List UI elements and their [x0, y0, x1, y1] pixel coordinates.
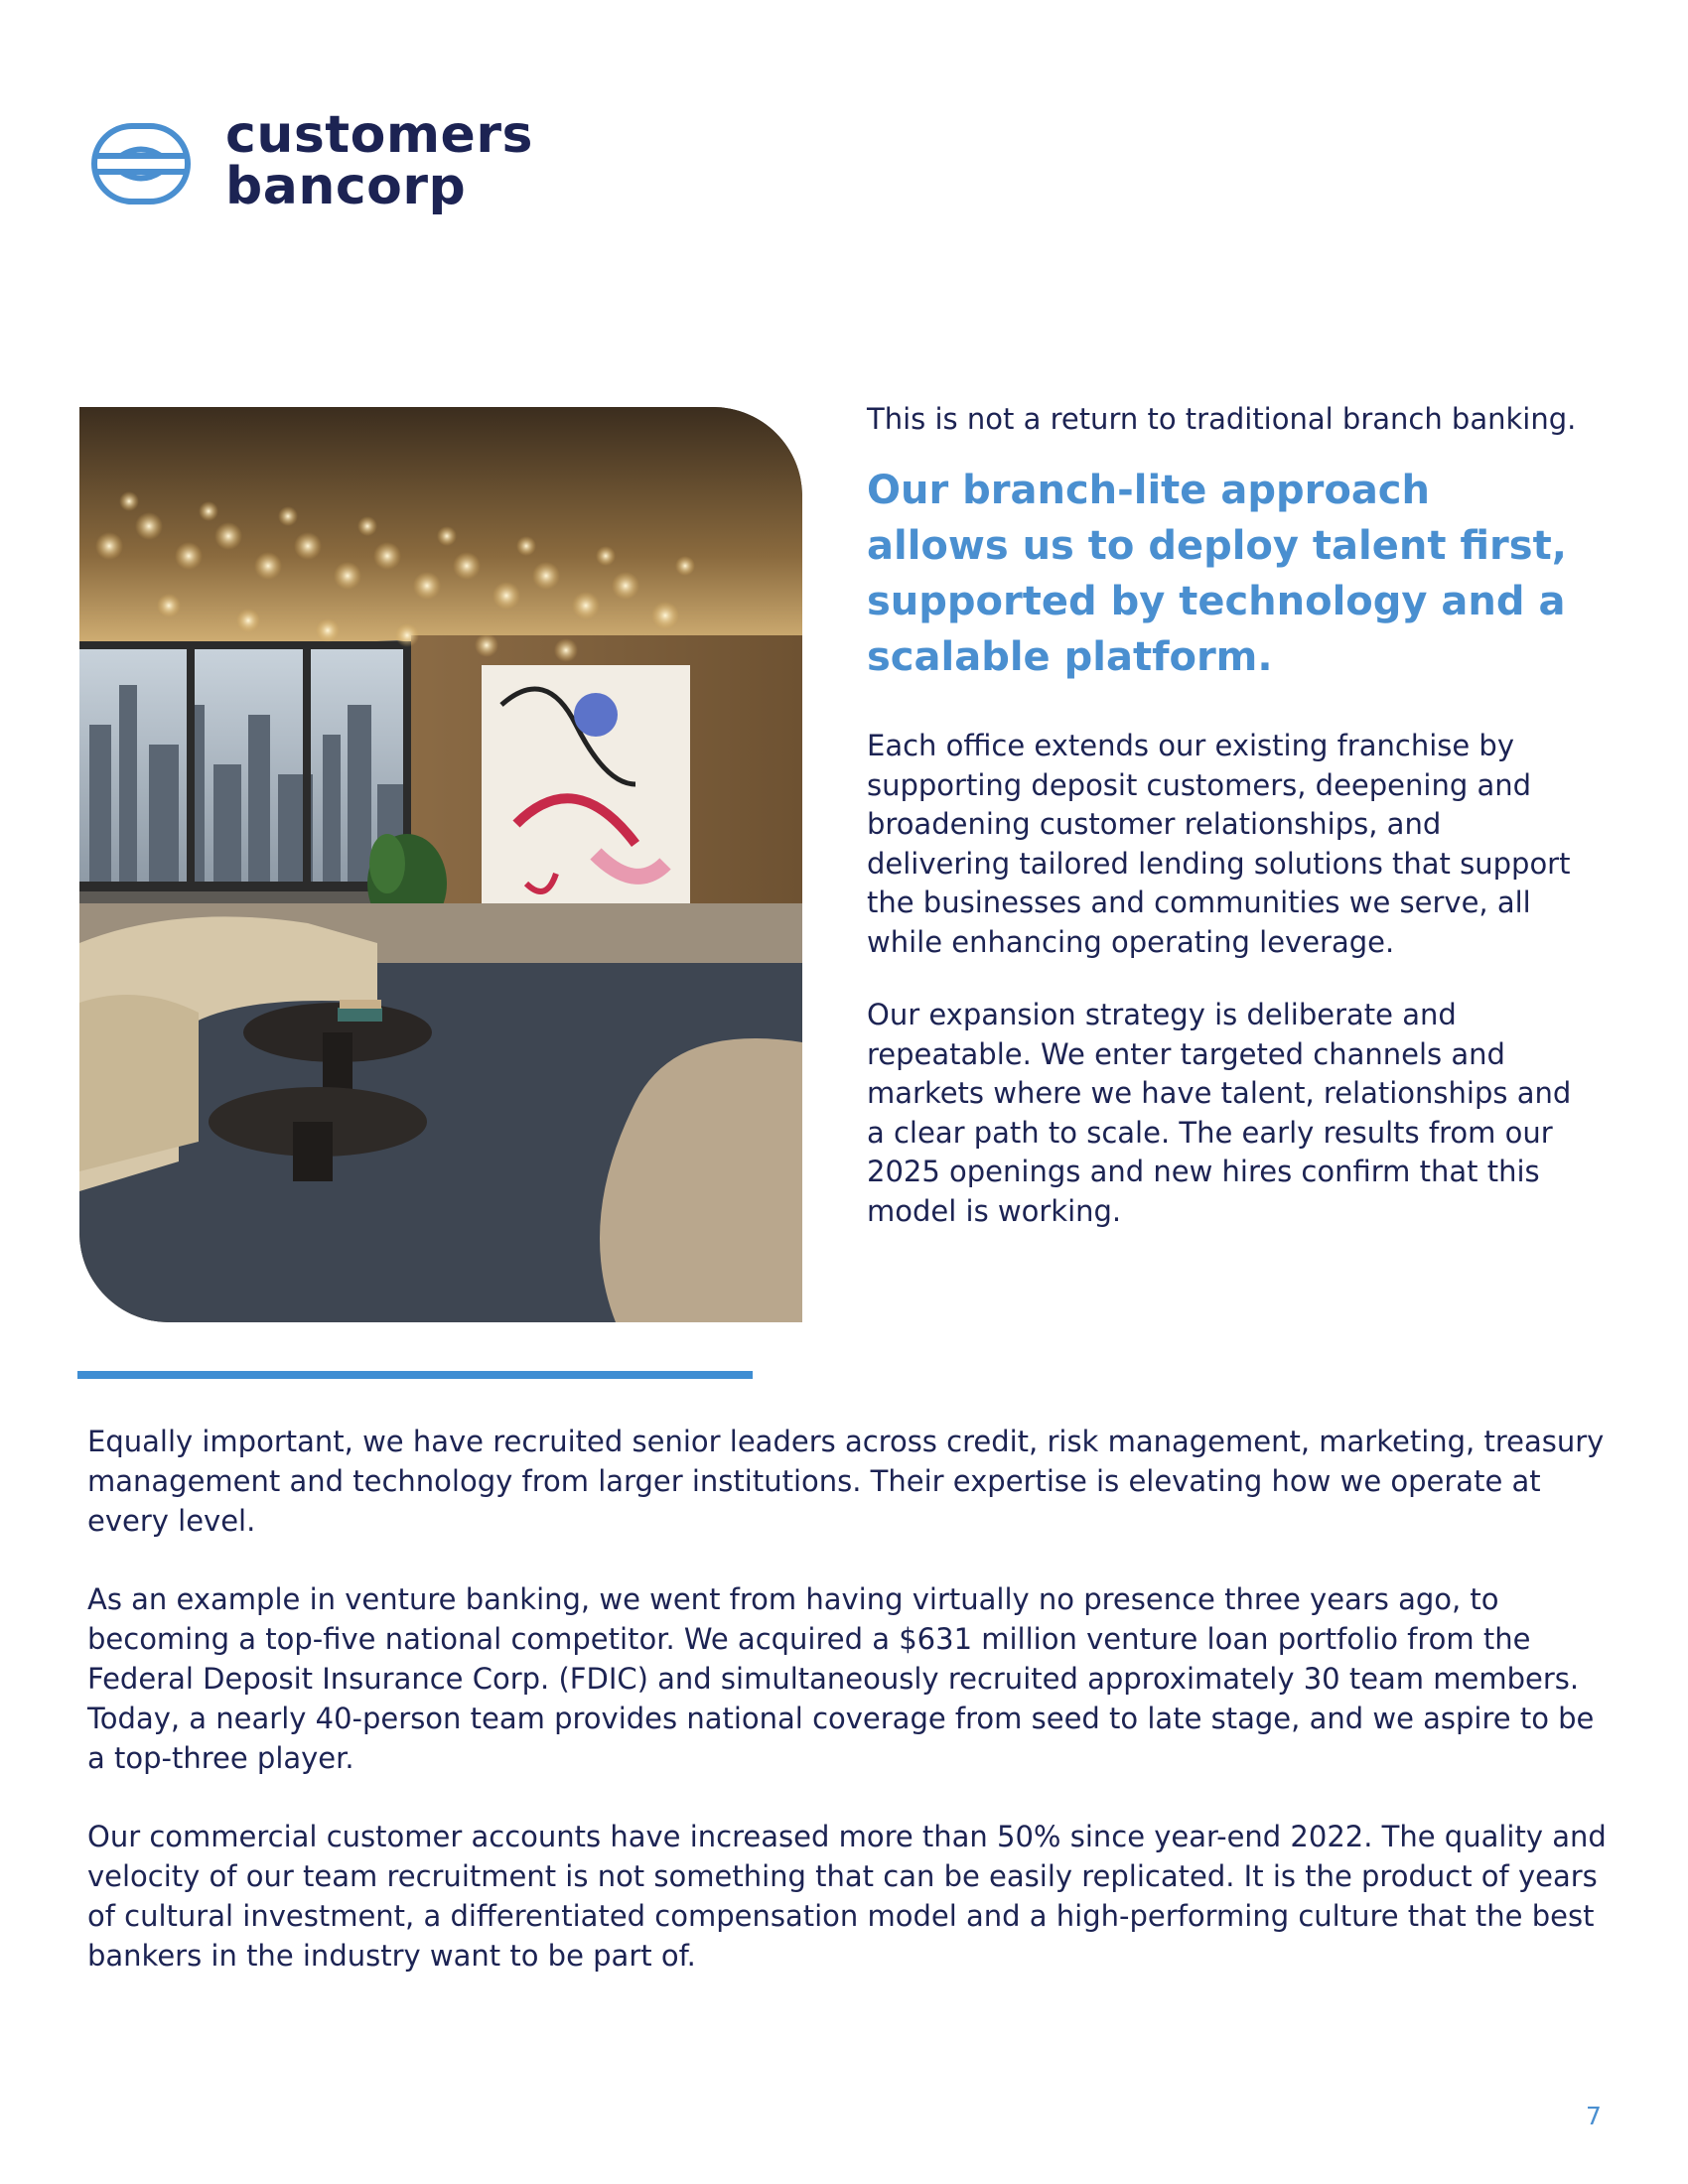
brand-logo	[91, 105, 548, 228]
brand-name-line1: customers	[225, 105, 533, 165]
brand-name-line2: bancorp	[225, 157, 467, 216]
section-divider	[77, 1371, 753, 1379]
brand-wordmark	[225, 105, 533, 216]
intro-text: This is not a return to traditional branch banking.	[867, 402, 1577, 436]
body-paragraph-1: Equally important, we have recruited senior leaders across credit, risk management, marketing, treasury management and technology from larger institutions. Their expertise is elevating how we operate at every level.	[87, 1425, 1605, 1538]
callout-quote: Our branch-lite approach allows us to deploy talent first, supported by technology and a scalable platform.	[867, 468, 1567, 680]
body-text	[87, 1422, 1607, 2014]
office-lounge-photo	[79, 407, 802, 1322]
right-paragraph-2: Our expansion strategy is deliberate and repeatable. We enter targeted channels and markets where we have talent, relationships and a clear path to scale. The early results from our 2025 openings and new hires confirm that this model is working.	[867, 998, 1572, 1228]
body-paragraph-2: As an example in venture banking, we went from having virtually no presence three years ago, to becoming a top-five national competitor. We acquired a $631 million venture loan portfolio from the Federal Deposit Insurance Corp. (FDIC) and simultaneously recruited approximately 30 team members. Today, a nearly 40-person team provides national coverage from seed to late stage, and we aspire to be a top-three player.	[87, 1582, 1595, 1775]
right-paragraph-1: Each office extends our existing franchise by supporting deposit customers, deepening and broadening customer relationships, and delivering tailored lending solutions that support the businesses and communities we serve, all while enhancing operating leverage.	[867, 729, 1571, 959]
office-lounge-photo-icon	[79, 407, 802, 1322]
page-number: 7	[1586, 2102, 1602, 2130]
customers-bancorp-logo-icon	[91, 123, 191, 205]
right-column	[867, 399, 1582, 1265]
body-paragraph-3: Our commercial customer accounts have increased more than 50% since year-end 2022. The quality and velocity of our team recruitment is not something that can be easily replicated. It is the product of years of cultural investment, a differentiated compensation model and a high-performing culture that the best bankers in the industry want to be part of.	[87, 1820, 1607, 1973]
